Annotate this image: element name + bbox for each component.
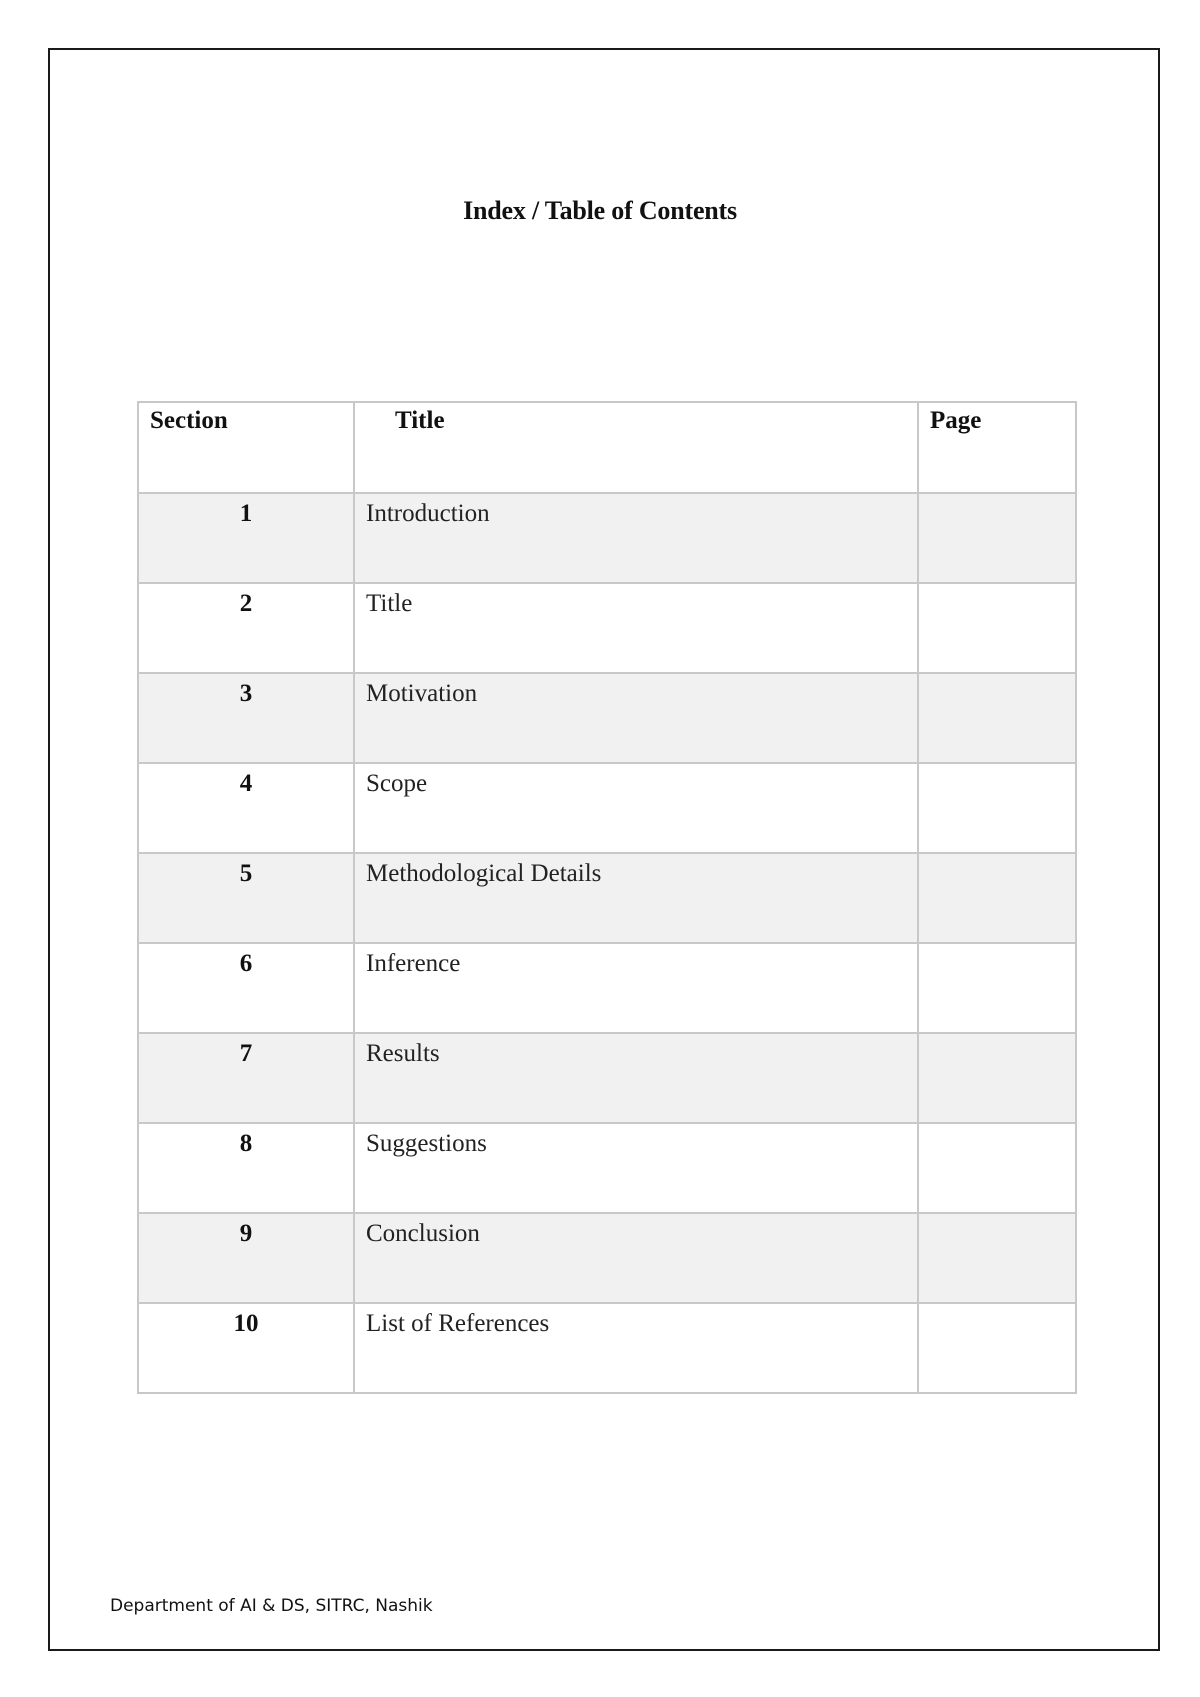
section-page	[918, 1123, 1076, 1213]
column-header-section: Section	[138, 402, 354, 493]
section-title: Inference	[354, 943, 918, 1033]
section-number: 7	[138, 1033, 354, 1123]
section-page	[918, 493, 1076, 583]
page-title: Index / Table of Contents	[463, 196, 737, 225]
section-page	[918, 763, 1076, 853]
column-header-page: Page	[918, 402, 1076, 493]
section-number: 9	[138, 1213, 354, 1303]
section-title: Suggestions	[354, 1123, 918, 1213]
section-page	[918, 583, 1076, 673]
section-number: 3	[138, 673, 354, 763]
page-footer: Department of AI & DS, SITRC, Nashik	[110, 1596, 433, 1616]
section-title: Conclusion	[354, 1213, 918, 1303]
section-number: 1	[138, 493, 354, 583]
section-number: 5	[138, 853, 354, 943]
section-title: List of References	[354, 1303, 918, 1393]
section-title: Results	[354, 1033, 918, 1123]
column-header-title: Title	[354, 402, 918, 493]
table-row	[138, 1213, 1076, 1303]
section-title: Introduction	[354, 493, 918, 583]
section-title: Methodological Details	[354, 853, 918, 943]
table-header-row	[138, 402, 1076, 493]
table-row	[138, 493, 1076, 583]
table-row	[138, 943, 1076, 1033]
section-page	[918, 1303, 1076, 1393]
table-row	[138, 1123, 1076, 1213]
table-row	[138, 673, 1076, 763]
table-row	[138, 1303, 1076, 1393]
section-title: Scope	[354, 763, 918, 853]
section-number: 4	[138, 763, 354, 853]
section-page	[918, 1213, 1076, 1303]
section-page	[918, 853, 1076, 943]
section-page	[918, 673, 1076, 763]
table-row	[138, 853, 1076, 943]
table-row	[138, 763, 1076, 853]
section-number: 10	[138, 1303, 354, 1393]
table-row	[138, 583, 1076, 673]
section-title: Motivation	[354, 673, 918, 763]
table-row	[138, 1033, 1076, 1123]
section-page	[918, 943, 1076, 1033]
section-number: 2	[138, 583, 354, 673]
table-of-contents	[137, 401, 1077, 1394]
section-number: 6	[138, 943, 354, 1033]
section-title: Title	[354, 583, 918, 673]
section-page	[918, 1033, 1076, 1123]
section-number: 8	[138, 1123, 354, 1213]
